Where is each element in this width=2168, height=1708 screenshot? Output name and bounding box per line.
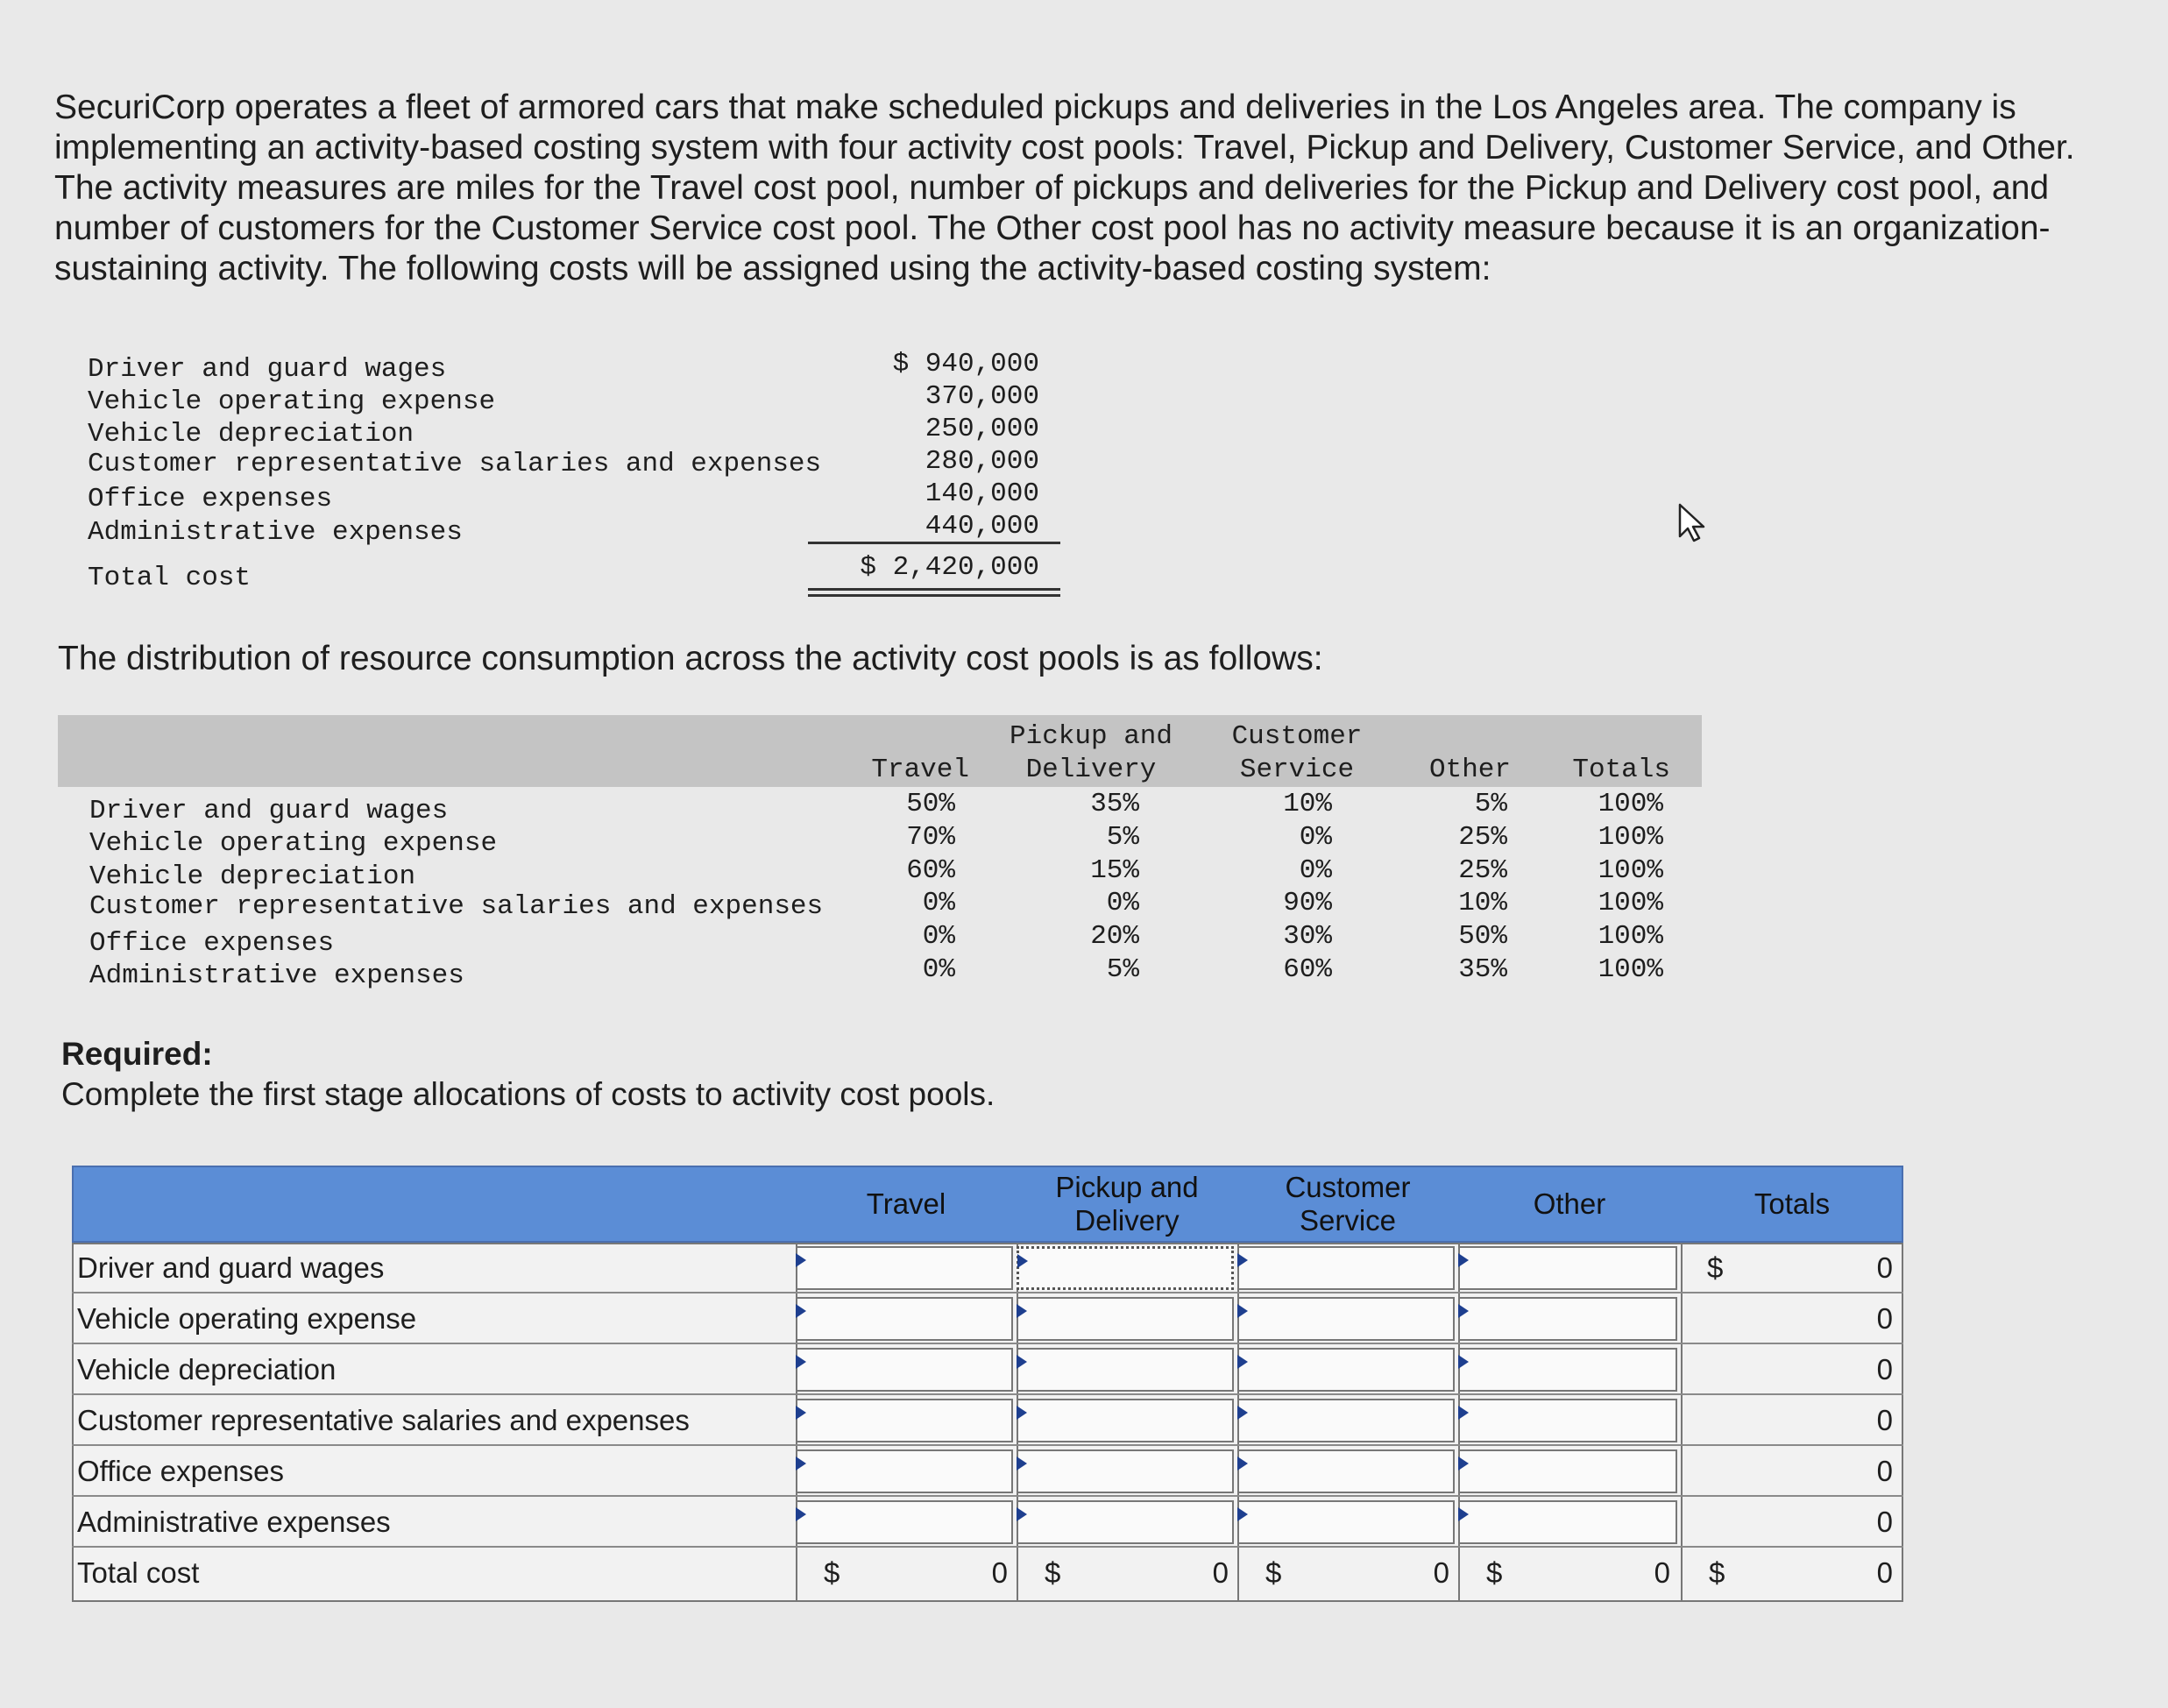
dist-cell: 0% <box>1299 855 1332 886</box>
header-customer-service: Customer Service <box>1285 1171 1411 1237</box>
travel-input[interactable] <box>796 1297 1013 1341</box>
header-travel: Travel <box>866 1187 946 1220</box>
pickup-delivery-input[interactable] <box>1017 1246 1234 1290</box>
header-totals: Totals <box>1754 1187 1831 1220</box>
table-row <box>72 1395 1903 1446</box>
dist-header-totals <box>1551 720 1670 787</box>
currency-sign: $ <box>824 1556 840 1589</box>
cost-value: 440,000 <box>925 511 1039 542</box>
dist-cell: 30% <box>1283 921 1332 952</box>
currency-sign: $ <box>1707 1251 1724 1284</box>
customer-service-input[interactable] <box>1237 1246 1455 1290</box>
dist-cell: 15% <box>1090 855 1139 886</box>
header-line: Service <box>1239 755 1355 785</box>
dist-row-label: Office expenses <box>89 928 335 959</box>
currency-sign: $ <box>1709 1556 1725 1589</box>
pickup-delivery-input[interactable] <box>1017 1449 1234 1493</box>
customer-service-input[interactable] <box>1237 1399 1455 1442</box>
pickup-delivery-input[interactable] <box>1017 1399 1234 1442</box>
dist-cell: 100% <box>1598 855 1663 886</box>
dist-cell: 0% <box>1299 822 1332 853</box>
row-label: Administrative expenses <box>77 1506 391 1538</box>
dist-cell: 20% <box>1090 921 1139 952</box>
travel-input[interactable] <box>796 1399 1013 1442</box>
row-total: 0 <box>1876 1353 1893 1386</box>
row-total: 0 <box>1876 1251 1893 1284</box>
other-input[interactable] <box>1458 1246 1677 1290</box>
cost-label: Driver and guard wages <box>88 354 447 385</box>
header-line: Customer <box>1231 721 1363 752</box>
header-line: Totals <box>1572 755 1670 785</box>
cost-label: Vehicle depreciation <box>88 419 414 450</box>
cost-label: Customer representative salaries and expenses <box>88 449 822 479</box>
other-input[interactable] <box>1458 1297 1677 1341</box>
customer-service-input[interactable] <box>1237 1348 1455 1392</box>
dist-cell: 25% <box>1458 822 1507 853</box>
header-pickup-delivery: Pickup and Delivery <box>1055 1171 1199 1237</box>
pickup-delivery-input[interactable] <box>1017 1348 1234 1392</box>
row-label: Office expenses <box>77 1455 285 1487</box>
dist-cell: 60% <box>906 855 955 886</box>
dist-cell: 10% <box>1458 888 1507 918</box>
table-row <box>72 1344 1903 1395</box>
dist-cell: 100% <box>1598 921 1663 952</box>
dist-header-pickup <box>999 720 1183 787</box>
dist-cell: 0% <box>922 888 955 918</box>
required-heading: Required: <box>61 1036 213 1072</box>
dist-cell: 5% <box>1474 789 1507 819</box>
cost-label: Administrative expenses <box>88 517 463 548</box>
double-rule <box>808 588 1060 591</box>
dist-cell: 5% <box>1106 822 1139 853</box>
header-line <box>1551 720 1670 754</box>
row-label: Customer representative salaries and expenses <box>77 1404 690 1436</box>
subtotal-rule <box>808 542 1060 544</box>
header-line <box>841 720 969 754</box>
total-travel: 0 <box>991 1556 1008 1589</box>
dist-row-label: Driver and guard wages <box>89 796 449 826</box>
cost-value: $ 940,000 <box>892 349 1039 379</box>
dist-cell: 5% <box>1106 954 1139 985</box>
double-rule <box>808 594 1060 597</box>
table-row <box>72 1243 1903 1293</box>
dist-header-other <box>1393 720 1511 787</box>
total-other: 0 <box>1654 1556 1670 1589</box>
dist-cell: 35% <box>1090 789 1139 819</box>
cost-value: 140,000 <box>925 478 1039 509</box>
distribution-intro: The distribution of resource consumption across the activity cost pools is as follows: <box>58 640 1323 677</box>
dist-cell: 70% <box>906 822 955 853</box>
row-total: 0 <box>1876 1404 1893 1436</box>
total-row-label: Total cost <box>77 1556 200 1589</box>
dist-cell: 50% <box>1458 921 1507 952</box>
row-total: 0 <box>1876 1455 1893 1487</box>
dist-header-customer <box>1218 720 1376 787</box>
table-row <box>72 1293 1903 1344</box>
header-line: Travel <box>871 755 969 785</box>
header-other: Other <box>1533 1187 1606 1220</box>
total-totals: 0 <box>1876 1556 1893 1589</box>
row-label: Vehicle operating expense <box>77 1302 417 1335</box>
total-row <box>72 1548 1903 1602</box>
currency-sign: $ <box>1045 1556 1061 1589</box>
cost-value: 370,000 <box>925 381 1039 412</box>
travel-input[interactable] <box>796 1500 1013 1544</box>
row-total: 0 <box>1876 1302 1893 1335</box>
pickup-delivery-input[interactable] <box>1017 1297 1234 1341</box>
dist-header-travel <box>841 720 969 787</box>
header-line: Delivery <box>1025 755 1157 785</box>
header-line: Pickup and <box>1009 721 1173 752</box>
dist-cell: 35% <box>1458 954 1507 985</box>
pickup-delivery-input[interactable] <box>1017 1500 1234 1544</box>
dist-cell: 0% <box>922 921 955 952</box>
dist-cell: 0% <box>1106 888 1139 918</box>
mouse-cursor-icon <box>1677 503 1707 543</box>
dist-cell: 90% <box>1283 888 1332 918</box>
travel-input[interactable] <box>796 1449 1013 1493</box>
dist-row-label: Customer representative salaries and expenses <box>89 891 824 922</box>
dist-cell: 60% <box>1283 954 1332 985</box>
travel-input[interactable] <box>796 1246 1013 1290</box>
travel-input[interactable] <box>796 1348 1013 1392</box>
row-total: 0 <box>1876 1506 1893 1538</box>
dist-row-label: Administrative expenses <box>89 960 464 991</box>
other-input[interactable] <box>1458 1348 1677 1392</box>
row-label: Vehicle depreciation <box>77 1353 337 1386</box>
dist-cell: 10% <box>1283 789 1332 819</box>
other-input[interactable] <box>1458 1449 1677 1493</box>
header-line <box>1393 720 1511 754</box>
dist-cell: 100% <box>1598 789 1663 819</box>
cost-value: 280,000 <box>925 446 1039 477</box>
cost-label: Office expenses <box>88 484 333 514</box>
other-input[interactable] <box>1458 1399 1677 1442</box>
dist-cell: 100% <box>1598 954 1663 985</box>
table-row <box>72 1446 1903 1497</box>
table-row <box>72 1497 1903 1548</box>
total-customer-service: 0 <box>1433 1556 1449 1589</box>
total-pickup-delivery: 0 <box>1212 1556 1229 1589</box>
dist-cell: 100% <box>1598 822 1663 853</box>
row-label: Driver and guard wages <box>77 1251 385 1284</box>
dist-row-label: Vehicle depreciation <box>89 861 416 892</box>
header-line: Other <box>1428 755 1511 785</box>
other-input[interactable] <box>1458 1500 1677 1544</box>
customer-service-input[interactable] <box>1237 1449 1455 1493</box>
dist-cell: 100% <box>1598 888 1663 918</box>
customer-service-input[interactable] <box>1237 1500 1455 1544</box>
currency-sign: $ <box>1265 1556 1282 1589</box>
total-cost-value: $ 2,420,000 <box>860 552 1039 583</box>
dist-row-label: Vehicle operating expense <box>89 828 498 859</box>
customer-service-input[interactable] <box>1237 1297 1455 1341</box>
dist-cell: 0% <box>922 954 955 985</box>
required-section <box>61 1034 995 1115</box>
problem-intro: SecuriCorp operates a fleet of armored cars that make scheduled pickups and deliveries in the Los Angeles area. The company is implementing an activity-based costing system with four activity cost pools: Travel, Pickup and Delivery, Customer Service, and Other. The activity measures are miles for the Travel cost pool, number of pickups and deliveries for the Pickup and Delivery cost pool, and number of customers for the Customer Service cost pool. The Other cost pool has no activity measure because it is an organization-sustaining activity. The following costs will be assigned using the activity-based costing system: <box>54 89 2075 287</box>
currency-sign: $ <box>1486 1556 1503 1589</box>
allocation-table <box>72 1166 1903 1602</box>
total-cost-label: Total cost <box>88 563 252 593</box>
cost-label: Vehicle operating expense <box>88 386 496 417</box>
dist-cell: 25% <box>1458 855 1507 886</box>
required-text: Complete the first stage allocations of costs to activity cost pools. <box>61 1076 995 1112</box>
cost-value: 250,000 <box>925 414 1039 444</box>
dist-cell: 50% <box>906 789 955 819</box>
